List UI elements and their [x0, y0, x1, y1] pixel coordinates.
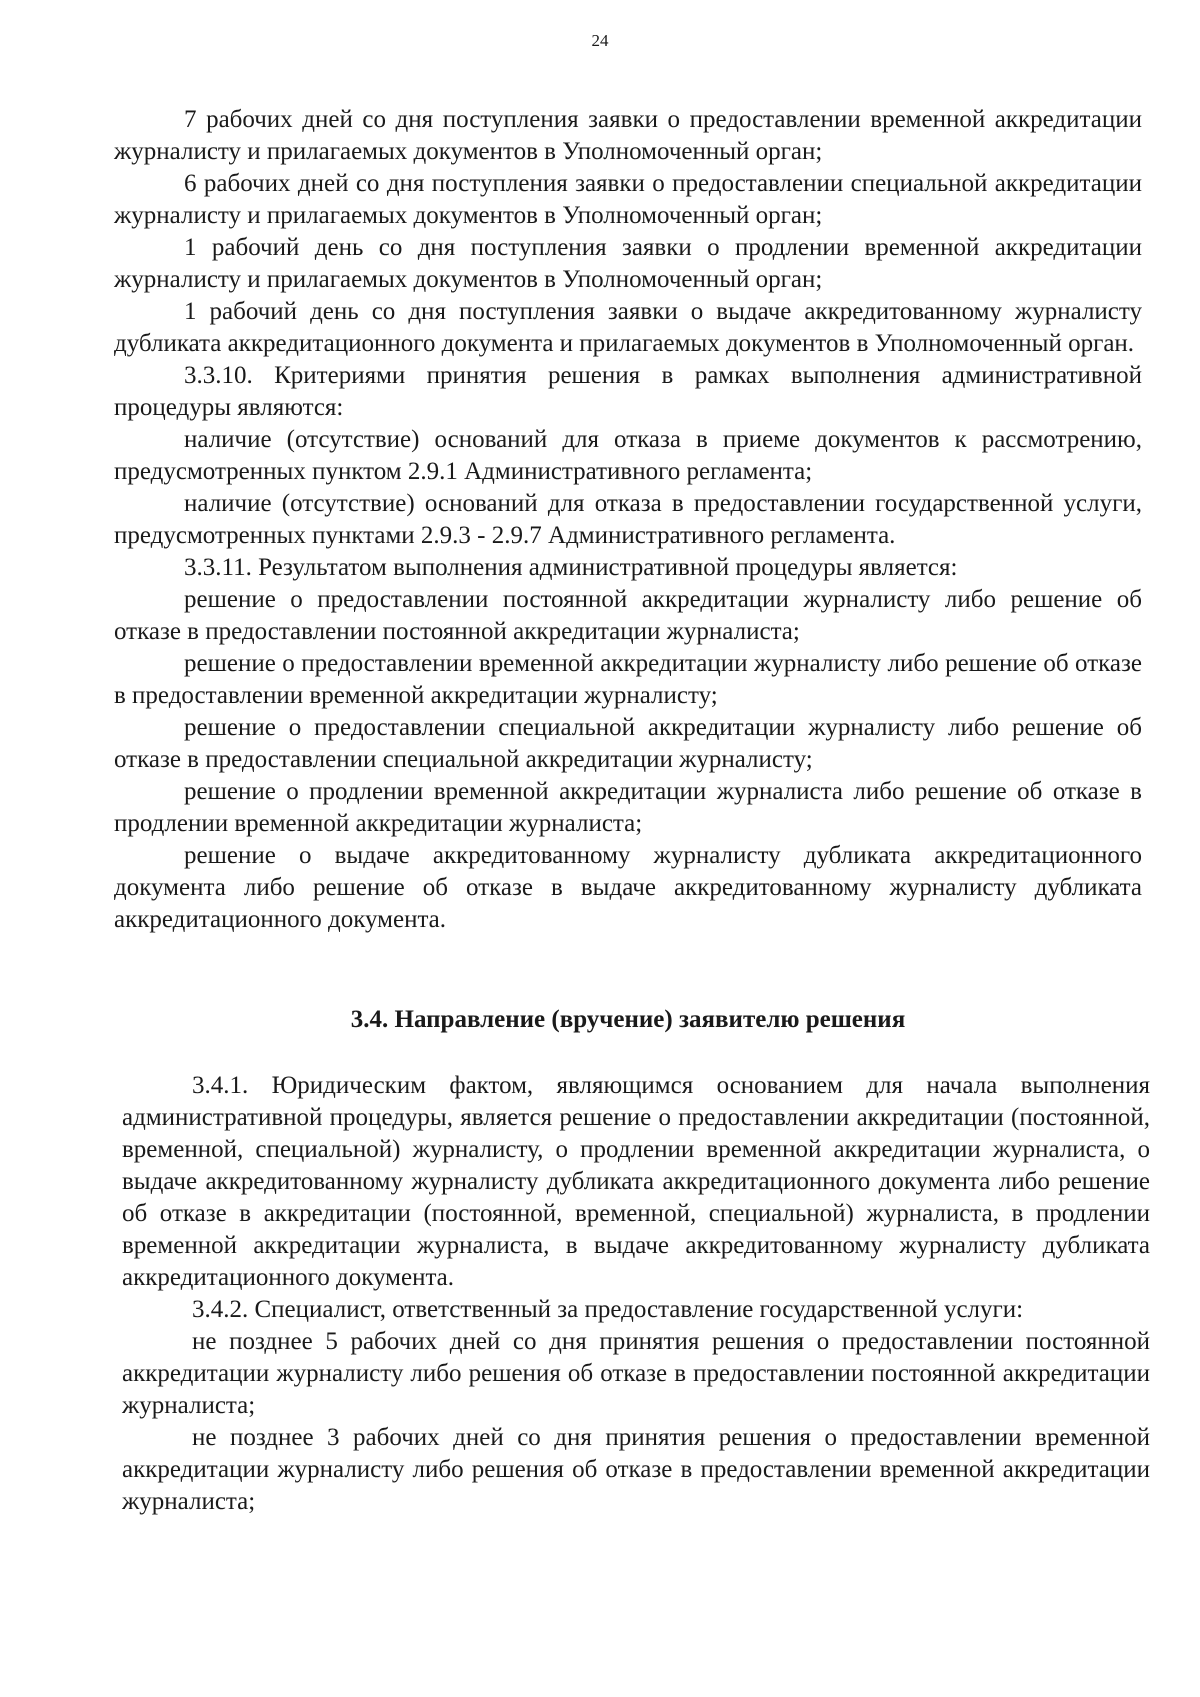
- paragraph: наличие (отсутствие) оснований для отказа в приеме документов к рассмотрению, предусмотренных пунктом 2.9.1 Административного регламента;: [114, 426, 1142, 485]
- paragraph: 3.4.2. Специалист, ответственный за предоставление государственной услуги:: [192, 1296, 1024, 1323]
- paragraph: 1 рабочий день со дня поступления заявки о продлении временной аккредитации журналисту и прилагаемых документов в Уполномоченный орган;: [114, 234, 1142, 293]
- paragraph: 3.4.1. Юридическим фактом, являющимся основанием для начала выполнения административной процедуры, является решение о предоставлении аккредитации (постоянной, временной, специальной) журналисту, о продлении временной аккредитации журналиста, о выдаче аккредитованному журналисту дубликата аккредитационного документа либо решение об отказе в аккредитации (постоянной, временной, специальной) журналиста, в продлении временной аккредитации журналиста, в выдаче аккредитованному журналисту дубликата аккредитационного документа.: [122, 1072, 1150, 1291]
- paragraph: наличие (отсутствие) оснований для отказа в предоставлении государственной услуги, предусмотренных пунктами 2.9.3 - 2.9.7 Административного регламента.: [114, 490, 1142, 549]
- paragraph: не позднее 5 рабочих дней со дня принятия решения о предоставлении постоянной аккредитации журналисту либо решения об отказе в предоставлении постоянной аккредитации журналиста;: [122, 1328, 1150, 1419]
- paragraph: 1 рабочий день со дня поступления заявки о выдаче аккредитованному журналисту дубликата аккредитационного документа и прилагаемых документов в Уполномоченный орган.: [114, 298, 1142, 357]
- paragraph: решение о выдаче аккредитованному журналисту дубликата аккредитационного документа либо решение об отказе в выдаче аккредитованному журналисту дубликата аккредитационного документа.: [114, 842, 1142, 933]
- paragraph: 6 рабочих дней со дня поступления заявки о предоставлении специальной аккредитации журналисту и прилагаемых документов в Уполномоченный орган;: [114, 170, 1142, 229]
- section-heading: 3.4. Направление (вручение) заявителю решения: [350, 1006, 906, 1033]
- paragraph: решение о предоставлении постоянной аккредитации журналисту либо решение об отказе в предоставлении постоянной аккредитации журналиста;: [114, 586, 1142, 645]
- body-text-bottom: [122, 1070, 1150, 1518]
- paragraph: решение о продлении временной аккредитации журналиста либо решение об отказе в продлении временной аккредитации журналиста;: [114, 778, 1142, 837]
- paragraph: 7 рабочих дней со дня поступления заявки о предоставлении временной аккредитации журналисту и прилагаемых документов в Уполномоченный орган;: [114, 106, 1142, 165]
- paragraph: решение о предоставлении временной аккредитации журналисту либо решение об отказе в предоставлении временной аккредитации журналисту;: [114, 650, 1142, 709]
- body-text-top: [114, 104, 1142, 936]
- paragraph: 3.3.10. Критериями принятия решения в рамках выполнения административной процедуры являются:: [114, 362, 1142, 421]
- page-number: 24: [591, 31, 609, 50]
- paragraph: 3.3.11. Результатом выполнения административной процедуры является:: [184, 554, 958, 581]
- paragraph: не позднее 3 рабочих дней со дня принятия решения о предоставлении временной аккредитации журналисту либо решения об отказе в предоставлении временной аккредитации журналиста;: [122, 1424, 1150, 1515]
- paragraph: решение о предоставлении специальной аккредитации журналисту либо решение об отказе в предоставлении специальной аккредитации журналисту;: [114, 714, 1142, 773]
